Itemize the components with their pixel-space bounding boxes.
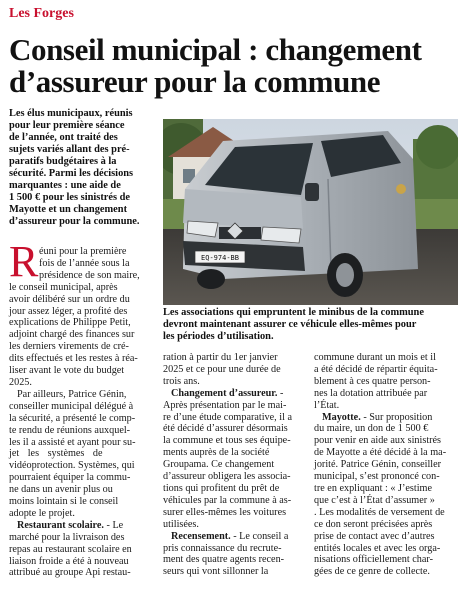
- body-line: blement à ces quatre person-: [314, 375, 431, 387]
- body-line: jet les systèmes de: [9, 448, 103, 460]
- body-line: repas au restaurant scolaire en: [9, 543, 132, 555]
- body-line: commune durant un mois et il: [314, 352, 436, 363]
- lead-line: sécurité. Parmi les décisions: [9, 168, 134, 180]
- lead-line: de l’année, ont traité des: [9, 132, 118, 144]
- body-column-2: [163, 352, 310, 578]
- body-line: pris connaissance du recrute-: [163, 542, 282, 554]
- body-line: municipal, s’est prononcé con-: [314, 471, 440, 483]
- lead-paragraph: [9, 108, 157, 228]
- body-line: Groupama. Ce changement: [163, 459, 275, 471]
- body-line: les derniers virements de cré-: [9, 341, 129, 353]
- body-line: Par ailleurs, Patrice Génin,: [17, 388, 127, 400]
- body-line: jour assez léger, a profité des: [9, 305, 128, 317]
- body-column-3: [314, 352, 459, 578]
- minibus-photo: [163, 119, 458, 305]
- body-line: véhicules par la commune à as-: [163, 494, 292, 506]
- body-line: pour venir en aide aux sinistrés: [314, 435, 442, 447]
- body-line: utilisées.: [163, 518, 199, 530]
- photo-caption: [163, 307, 458, 343]
- caption-line: les périodes d’utilisation.: [163, 331, 274, 342]
- body-line: liser avant le vote du budget: [9, 365, 125, 377]
- subheading-assureur: Changement d’assureur.: [171, 387, 278, 399]
- subheading-restaurant: Restaurant scolaire.: [17, 519, 104, 531]
- body-line: attribué au groupe Api restau-: [9, 567, 131, 579]
- body-line: adjoint chargé des finances sur: [9, 329, 135, 341]
- subheading-recensement: Recensement.: [171, 530, 231, 542]
- lead-line: 1 500 € pour les sinistrés de: [9, 192, 131, 204]
- body-line: présidence de son maire,: [39, 269, 140, 281]
- section-kicker: Les Forges: [9, 6, 74, 21]
- body-line: explications de Philippe Petit,: [9, 317, 131, 329]
- body-line: tre en expliquant : « J’estime: [314, 482, 432, 494]
- body-line: liaison froide a été à nouveau: [9, 555, 129, 567]
- body-line: prise de contact avec d’autres: [314, 530, 435, 542]
- body-line: nes la dotation attribuée par: [314, 387, 428, 399]
- body-line: les il a assisté et ayant pour su-: [9, 436, 136, 448]
- caption-line: devront maintenant assurer ce véhicule elles-mêmes pour: [163, 319, 417, 330]
- body-line: te rendu de réunions auxquel-: [9, 424, 131, 436]
- body-line: Après présentation par le mai-: [163, 399, 287, 411]
- lead-line: pour leur première séance: [9, 120, 125, 132]
- lead-line: d’assureur pour la commune.: [9, 216, 140, 228]
- license-plate-text: EQ-974-BB: [201, 254, 239, 262]
- body-line: avoir délibéré sur un ordre du: [9, 293, 130, 305]
- body-line: ments auprès de la société: [163, 447, 270, 459]
- body-line: - Le: [103, 519, 124, 531]
- headline-line: Conseil municipal : changement: [9, 32, 422, 67]
- body-line: conseiller municipal délégué à: [9, 400, 134, 412]
- body-line: trois ans.: [163, 375, 200, 387]
- body-line: vidéoprotection. Systèmes, qui: [9, 460, 135, 472]
- body-line: ment des quatre agents recen-: [163, 554, 285, 566]
- body-line: 2025 et ce pour une durée de: [163, 363, 281, 375]
- body-line: entités locales et avec les orga-: [314, 542, 441, 554]
- body-line: ne dans un avenir plus ou: [9, 484, 113, 496]
- body-line: la sécurité, a présenté le comp-: [9, 412, 136, 424]
- body-line: adopte le projet.: [9, 507, 75, 519]
- lead-line: Les élus municipaux, réunis: [9, 108, 133, 119]
- body-line: moins lointain si le conseil: [9, 496, 119, 508]
- body-line: fois de l’année sous la: [39, 257, 130, 269]
- body-line: -: [277, 387, 284, 399]
- body-line: a été décidé de répartir équita-: [314, 363, 438, 375]
- body-line: pourraient équiper la commu-: [9, 472, 131, 484]
- lead-line: marquantes : une aide de: [9, 180, 121, 192]
- body-line: d’assureur obligera les associa-: [163, 471, 291, 483]
- body-line: ration à partir du 1er janvier: [163, 352, 278, 363]
- body-line: dits effectués et les restes à réa-: [9, 353, 138, 365]
- lead-line: paratifs budgétaires à la: [9, 156, 117, 168]
- body-line: jorité. Patrice Génin, conseiller: [314, 459, 442, 471]
- body-line: marché pour la livraison des: [9, 531, 125, 543]
- body-line: surer elles-mêmes les voitures: [163, 506, 287, 518]
- body-line: gées de ce genre de collecte.: [314, 566, 430, 578]
- headline: [9, 34, 459, 98]
- body-column-1: [9, 246, 159, 579]
- body-line: nisations officiellement char-: [314, 554, 433, 566]
- body-line: 2025.: [9, 376, 32, 388]
- body-line: du maire, un don de 1 500 €: [314, 423, 429, 435]
- body-line: - Le conseil a: [230, 530, 289, 542]
- body-line: re d’une étude comparative, il a: [163, 411, 292, 423]
- body-line: . Les modalités de versement de: [314, 506, 445, 518]
- body-line: seurs qui vont sillonner la: [163, 566, 269, 578]
- lead-line: Mayotte et un changement: [9, 204, 128, 216]
- body-line: l’État.: [314, 399, 340, 411]
- body-line: tions qui profitent du prêt de: [163, 482, 280, 494]
- minibus-illustration: [163, 119, 458, 305]
- body-line: - Sur proposition: [360, 411, 433, 423]
- body-line: la commune et tous ses équipe-: [163, 435, 291, 447]
- caption-line: Les associations qui empruntent le minibus de la commune: [163, 307, 424, 318]
- body-line: que c’est à l’État d’assumer »: [314, 494, 435, 506]
- body-line: de Mayotte a été décidé à la ma-: [314, 447, 447, 459]
- body-line: éuni pour la première: [39, 246, 127, 257]
- body-line: été décidé d’assurer désormais: [163, 423, 288, 435]
- lead-line: sujets variés allant des pré-: [9, 144, 130, 156]
- body-line: le conseil municipal, après: [9, 281, 118, 293]
- headline-line: d’assureur pour la commune: [9, 64, 381, 99]
- subheading-mayotte: Mayotte.: [322, 411, 361, 423]
- dropcap: R: [9, 237, 39, 286]
- body-line: ce don seront précisées après: [314, 518, 433, 530]
